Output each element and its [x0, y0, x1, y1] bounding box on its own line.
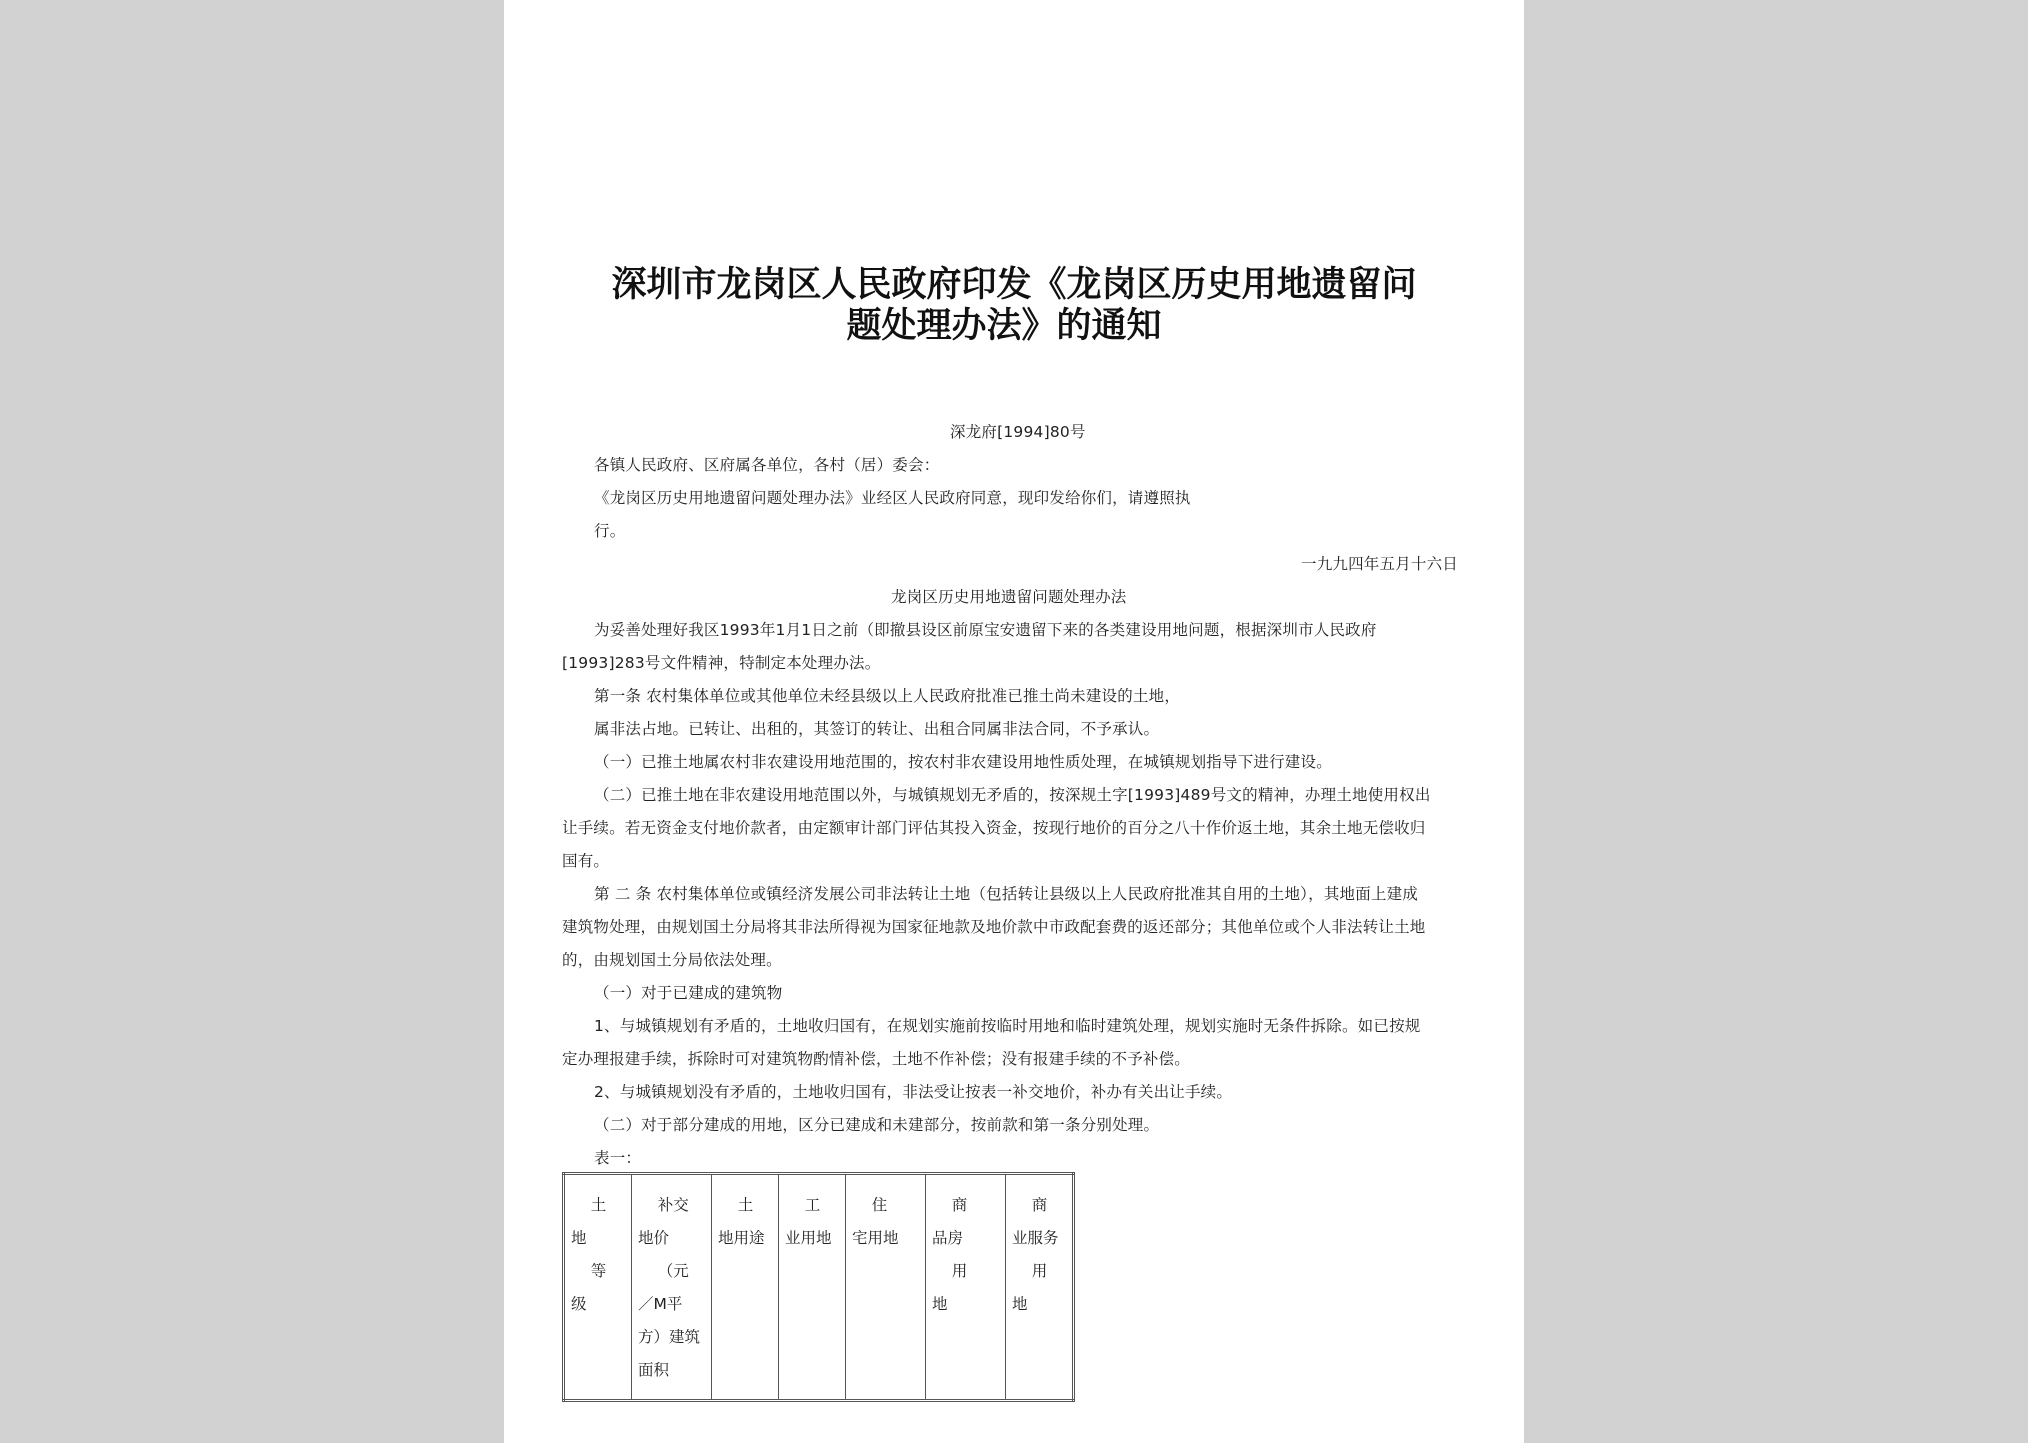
- table-header-row: [564, 1174, 1074, 1401]
- body-line: 让手续。若无资金支付地价款者，由定额审计部门评估其投入资金，按现行地价的百分之八十作价返土地，其余土地无偿收归: [562, 819, 1426, 837]
- body-line: （二）已推土地在非农建设用地范围以外，与城镇规划无矛盾的，按深规土字[1993]489号文的精神，办理土地使用权出: [594, 786, 1431, 804]
- document-title-line-2: 题处理办法》的通知: [846, 305, 1162, 346]
- issue-date: 一九九四年五月十六日: [1301, 555, 1459, 573]
- intro-line: 《龙岗区历史用地遗留问题处理办法》业经区人民政府同意，现印发给你们，请遵照执: [594, 489, 1191, 507]
- body-line: 的，由规划国土分局依法处理。: [562, 951, 782, 969]
- table-header-cell: 商 品房 用 地: [926, 1174, 1006, 1401]
- intro-line: 行。: [594, 522, 626, 540]
- document-title-line-1: 深圳市龙岗区人民政府印发《龙岗区历史用地遗留问: [611, 264, 1417, 305]
- body-line: 第 二 条 农村集体单位或镇经济发展公司非法转让土地（包括转让县级以上人民政府批准其自用的土地），其地面上建成: [594, 885, 1419, 903]
- table-header-cell: 商 业服务 用 地: [1006, 1174, 1074, 1401]
- document-number: 深龙府[1994]80号: [950, 423, 1086, 441]
- table-header-cell: 补交 地价 （元 ／M平 方）建筑 面积: [632, 1174, 712, 1401]
- body-line: 建筑物处理，由规划国土分局将其非法所得视为国家征地款及地价款中市政配套费的返还部分；其他单位或个人非法转让土地: [562, 918, 1426, 936]
- measures-subtitle: 龙岗区历史用地遗留问题处理办法: [891, 588, 1127, 606]
- document-page: [504, 0, 1524, 1443]
- land-price-table: [562, 1172, 1075, 1402]
- body-line: 属非法占地。已转让、出租的，其签订的转让、出租合同属非法合同，不予承认。: [594, 720, 1160, 738]
- body-line: 1、与城镇规划有矛盾的，土地收归国有，在规划实施前按临时用地和临时建筑处理，规划实施时无条件拆除。如已按规: [594, 1017, 1421, 1035]
- body-line: （一）对于已建成的建筑物: [594, 984, 783, 1002]
- body-line: 国有。: [562, 852, 610, 870]
- body-line: 为妥善处理好我区1993年1月1日之前（即撤县设区前原宝安遗留下来的各类建设用地问题，根据深圳市人民政府: [594, 621, 1377, 639]
- table-caption: 表一：: [594, 1149, 642, 1167]
- body-line: [1993]283号文件精神，特制定本处理办法。: [562, 654, 881, 672]
- table-header-cell: 土 地 等 级: [564, 1174, 632, 1401]
- addressee: 各镇人民政府、区府属各单位，各村（居）委会：: [594, 456, 940, 474]
- table-header-cell: 住 宅用地: [846, 1174, 926, 1401]
- body-line: 第一条 农村集体单位或其他单位未经县级以上人民政府批准已推土尚未建设的土地，: [594, 687, 1181, 705]
- body-line: （一）已推土地属农村非农建设用地范围的，按农村非农建设用地性质处理，在城镇规划指导下进行建设。: [594, 753, 1332, 771]
- table-header-cell: 土 地用途: [712, 1174, 779, 1401]
- body-line: 定办理报建手续，拆除时可对建筑物酌情补偿，土地不作补偿；没有报建手续的不予补偿。: [562, 1050, 1191, 1068]
- body-line: （二）对于部分建成的用地，区分已建成和未建部分，按前款和第一条分别处理。: [594, 1116, 1160, 1134]
- table-header-cell: 工 业用地: [779, 1174, 846, 1401]
- body-line: 2、与城镇规划没有矛盾的，土地收归国有，非法受让按表一补交地价，补办有关出让手续。: [594, 1083, 1233, 1101]
